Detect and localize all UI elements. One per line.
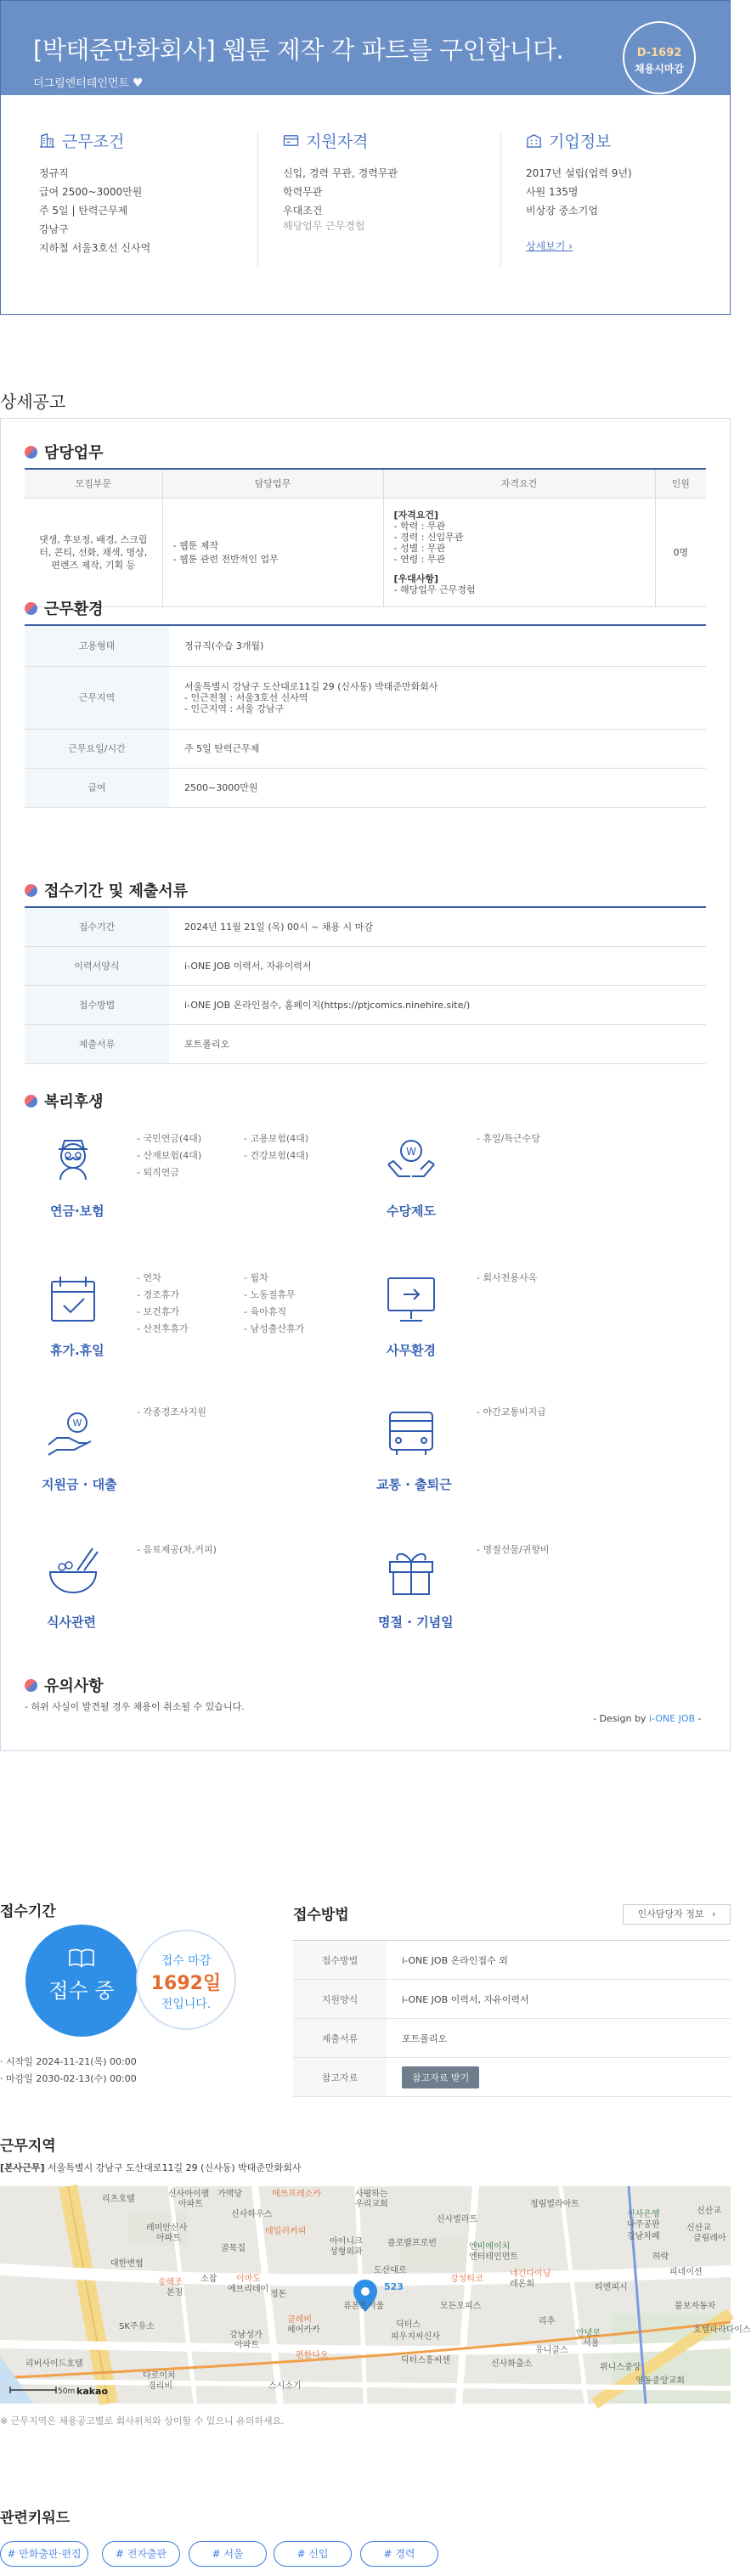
company-name-text[interactable]: 더그림엔터테인먼트 xyxy=(33,77,130,90)
map-place-label: 메쓰프레소카 xyxy=(272,2190,321,2199)
welfare-label: 사무환경 xyxy=(387,1343,436,1358)
apply-key: 접수방법 xyxy=(293,1941,387,1980)
map-place-label: 피네이션 xyxy=(669,2268,703,2277)
map-place-label: 대한변협 xyxy=(110,2259,144,2269)
company-detail-link[interactable]: 상세보기 › xyxy=(526,240,573,252)
duty-count: 0명 xyxy=(655,498,706,606)
map-place-label: 플로랄프로빈 xyxy=(387,2239,437,2248)
company-item: 2017년 설립(업력 9년) xyxy=(526,167,632,179)
map-place-label: 스시소기 xyxy=(268,2382,302,2391)
building-icon xyxy=(39,132,55,149)
start-date: · 시작일 2024-11-21(목) 00:00 xyxy=(0,2056,137,2067)
map-pin-label: 523 xyxy=(384,2281,404,2292)
dday-status: 채용시마감 xyxy=(635,63,684,75)
duty-heading: 담당업무 xyxy=(25,441,104,463)
map-place-label: 신사빌라트 xyxy=(437,2215,478,2224)
qualifications xyxy=(283,129,495,232)
company-item: 비상장 중소기업 xyxy=(526,205,598,217)
work-item: 지하철 서울3호선 신사역 xyxy=(39,242,151,254)
design-brand-link[interactable]: i-ONE JOB xyxy=(648,1713,696,1724)
end-date: · 마감일 2030-02-13(수) 00:00 xyxy=(0,2073,137,2084)
period-key: 접수기간 xyxy=(25,907,169,946)
map-place-label: 소잡 xyxy=(200,2274,217,2284)
map-logo: kakao xyxy=(76,2386,109,2397)
apply-key: 참고자료 xyxy=(293,2058,387,2097)
keyword-tag[interactable]: # 신입 xyxy=(274,2541,352,2567)
pension-icon xyxy=(43,1130,103,1190)
welfare-label: 지원금 · 대출 xyxy=(42,1477,117,1492)
period-value: i-ONE JOB 온라인접수, 홈페이지(https://ptjcomics.ninehire.site/) xyxy=(169,985,706,1024)
apply-key: 제출서류 xyxy=(293,2019,387,2058)
map-place-label: 편한다오 xyxy=(296,2351,329,2360)
map-place-label: 아이니크 xyxy=(330,2237,363,2246)
map-place-label: 클림레아 xyxy=(693,2234,726,2243)
map-place-label: 사평하는 xyxy=(355,2190,388,2199)
map-place-label: 서울 xyxy=(583,2339,600,2348)
map-place-label: 나주공판 xyxy=(627,2220,660,2229)
map-place-label: 네긴다이닝 xyxy=(510,2269,551,2279)
map-place-label: 유니클스 xyxy=(535,2346,568,2355)
map-place-label: 가맥당 xyxy=(217,2190,242,2199)
welfare-label: 식사관련 xyxy=(47,1615,96,1630)
bowl-icon xyxy=(43,1542,103,1601)
apply-key: 지원양식 xyxy=(293,1980,387,2019)
period-value: i-ONE JOB 이력서, 자유이력서 xyxy=(169,946,706,985)
map-place-label: 리버사이드호텔 xyxy=(25,2359,83,2369)
apply-status-circle xyxy=(25,1925,138,2037)
work-item: 정규직 xyxy=(39,167,69,179)
chevron-right-icon[interactable]: › xyxy=(711,1908,716,1919)
deadline-days: 1692일 xyxy=(150,1973,222,1994)
qualifications-title: 지원자격 xyxy=(283,129,495,152)
map-place-label: 신산교 xyxy=(686,2224,711,2233)
apply-method-table xyxy=(293,1940,731,2097)
map-place-label: 안녕로 xyxy=(576,2329,601,2338)
map-place-label: 티엔피시 xyxy=(595,2283,628,2292)
work-conditions xyxy=(39,129,251,257)
summary-panel xyxy=(1,95,730,314)
keyword-tag[interactable]: # 경력 xyxy=(360,2541,438,2567)
period-table xyxy=(25,906,706,1064)
apply-value: 포트폴리오 xyxy=(387,2019,731,2058)
duty-col-header: 자격요건 xyxy=(383,469,655,498)
map-place-label: 골목집 xyxy=(221,2244,246,2253)
env-heading: 근무환경 xyxy=(25,597,104,619)
map-place-label: 다로이치 xyxy=(143,2371,176,2381)
map-place-label: 레미안신사 xyxy=(146,2224,188,2233)
map-place-label: 신사하우스 xyxy=(231,2210,273,2219)
map-place-label: 아파트 xyxy=(178,2200,203,2209)
deadline-label: 접수 마감 xyxy=(161,1954,212,1968)
job-title: [박태준만화회사] 웹툰 제작 각 파트를 구인합니다. xyxy=(33,36,564,65)
map-place-label: 딕터스 xyxy=(396,2320,421,2330)
env-key: 근무지역 xyxy=(25,666,169,729)
detail-box: 담당업무 모집부문 담당업무 자격요건 인원 댓생, 후보정, 배경, 스크립터, 콘티, 선화, 채색, 명상, 편렌즈 제작, 기획 등 - 웹툰 제작 - 웹툰 관련 전반적인 업무 [자격요건] - 학력 : 무관 - 경력 : 신입무관 - 성별 : 무관 - 연령 : 무관 [우대사항] - 해당업무 근무경험 0명 근무환경 고용형태 정규직(수습 3개월) 근무지역 서울특별시 강남구 도산대로11길 29 (신사동) 박태준만화회사 - 인근전철 : 서울3호선 신사역 - 인근지역 : 서울 강남구 근무요일/시간 주 5일 탄력근무제 급여 2500~3000만원 접수기간 및 제출서류 접수기간 2024년 11월 21일 (목) 00시 ~ 채용 시 마감 이력서양식 i-ONE JOB 이력서, 자유이력서 접수방법 i-ONE JOB 온라인접수, 홈페이지(https://ptjcomics.ninehire.site/) 제출서류 포트폴리오 복리후생 연금·보험 - 국민연금(4대) - 산재보험(4대) - 퇴직연금 - 고용보험(4대) - 건강보험(4대) W 수당제도 - 휴일/특근수당 휴가.휴일 - 연차 - 경조휴가 - 보건휴가 - 산전후휴가 - 월차 - 노동절휴무 - 육아휴직 - 남성출산휴가 사무환경 - 회사전용사옥 W 지원금 · 대출 - 각종경조사지원 교통 · 출퇴근 - 야간교통비지급 식사관련 - 음료제공(차,커피) 명절 · 기념일 - 명절선물/귀향비 유의사항 - 허위 사실이 발견될 경우 채용이 취소될 수 있습니다. - Design by i-ONE JOB - xyxy=(0,418,731,1751)
period-heading: 접수기간 및 제출서류 xyxy=(25,879,188,901)
duty-col-header: 모집부문 xyxy=(25,469,162,498)
duty-requirements: [자격요건] - 학력 : 무관 - 경력 : 신입무관 - 성별 : 무관 - 연령 : 무관 [우대사항] - 해당업무 근무경험 xyxy=(383,498,655,606)
map-place-label: 신산교 xyxy=(697,2207,721,2216)
keyword-tag[interactable]: # 서울 xyxy=(189,2541,267,2567)
env-value: 서울특별시 강남구 도산대로11길 29 (신사동) 박태준만화회사 - 인근전철 : 서울3호선 신사역 - 인근지역 : 서울 강남구 xyxy=(169,666,706,729)
period-key: 이력서양식 xyxy=(25,946,169,985)
qual-sub-item: 해당업무 근무경험 xyxy=(283,220,365,232)
map-place-label: 퓨폰트서울 xyxy=(343,2302,385,2311)
apply-status: 접수 중 xyxy=(48,1979,115,2003)
map-place-label: 송해조 xyxy=(158,2278,183,2287)
work-item: 강남구 xyxy=(39,223,69,235)
map-place-label: 딕터스흥씨센 xyxy=(401,2356,450,2365)
period-value: 포트폴리오 xyxy=(169,1024,706,1063)
location-title: 근무지역 xyxy=(0,2138,56,2155)
map-scale: 50m xyxy=(58,2387,76,2396)
keywords-title: 관련키워드 xyxy=(0,2510,71,2527)
period-value: 2024년 11월 21일 (목) 00시 ~ 채용 시 마감 xyxy=(169,907,706,946)
map-place-label: 신사화출소 xyxy=(491,2359,533,2369)
gift-icon xyxy=(381,1542,441,1601)
design-credit: - Design by i-ONE JOB - xyxy=(593,1713,702,1724)
hr-info-button[interactable]: 인사담당자 정보 › xyxy=(623,1904,731,1925)
svg-text:W: W xyxy=(72,1418,82,1429)
duty-table xyxy=(25,468,706,607)
map-place-label: 이마도 xyxy=(236,2274,261,2284)
job-banner xyxy=(1,1,730,95)
map-place-label: 리츠호텔 xyxy=(102,2195,135,2204)
company-name[interactable] xyxy=(33,74,144,90)
qual-item: 신입, 경력 무관, 경력무관 xyxy=(283,167,398,179)
keyword-tag[interactable]: # 전자출판 xyxy=(102,2541,180,2567)
map-place-label: 도산대로 xyxy=(374,2266,407,2275)
job-summary-card xyxy=(0,0,731,315)
favorite-heart-icon[interactable]: ♥ xyxy=(133,76,144,90)
apply-dates xyxy=(0,2054,137,2088)
divider xyxy=(257,131,258,267)
map-place-label: 피우지씨신사 xyxy=(391,2332,440,2342)
deadline-circle xyxy=(136,1930,236,2030)
welfare-heading: 복리후생 xyxy=(25,1090,104,1112)
apply-value: i-ONE JOB 온라인접수 외 xyxy=(387,1941,731,1980)
env-key: 고용형태 xyxy=(25,625,169,666)
apply-value: i-ONE JOB 이력서, 자유이력서 xyxy=(387,1980,731,2019)
chevron-right-icon[interactable]: › xyxy=(568,240,573,252)
map-place-label: 레온회 xyxy=(510,2280,534,2289)
work-item: 주 5일 | 탄력근무제 xyxy=(39,205,128,217)
map-place-label: 신사아이팰 xyxy=(168,2190,210,2199)
map-place-label: 강남성가 xyxy=(229,2331,263,2340)
work-item: 급여 2500~3000만원 xyxy=(39,186,143,198)
map-place-label: 강남차폐 xyxy=(627,2232,660,2241)
book-icon xyxy=(69,1948,94,1967)
env-table xyxy=(25,624,706,808)
env-value: 2500~3000만원 xyxy=(169,768,706,807)
period-key: 제출서류 xyxy=(25,1024,169,1063)
bus-icon xyxy=(381,1404,441,1463)
map-place-label: 리추 xyxy=(539,2317,556,2326)
apply-period-title: 접수기간 xyxy=(0,1903,56,1920)
map-place-label: 정돈 xyxy=(270,2290,287,2299)
map-place-label: 에브리데이 xyxy=(228,2285,269,2294)
allowance-icon xyxy=(381,1130,441,1190)
dday-count: D-1692 xyxy=(636,47,682,59)
section-dot-icon xyxy=(25,446,37,459)
company-item: 사원 135명 xyxy=(526,186,579,198)
env-key: 근무요일/시간 xyxy=(25,729,169,768)
apply-method-title: 접수방법 xyxy=(293,1907,349,1924)
map-place-label: 모든오피스 xyxy=(440,2302,482,2311)
apply-value xyxy=(387,2058,731,2097)
svg-text:W: W xyxy=(406,1146,416,1158)
qual-item: 우대조건 xyxy=(283,205,323,217)
welfare-label: 수당제도 xyxy=(387,1203,436,1219)
id-card-icon xyxy=(283,132,299,149)
map-place-label: 아파트 xyxy=(234,2341,259,2350)
map-place-label: 테일러커피 xyxy=(265,2227,307,2236)
section-dot-icon xyxy=(25,1095,37,1108)
divider xyxy=(500,131,501,267)
money-hand-icon xyxy=(43,1404,103,1463)
map-place-label: 클레비 xyxy=(287,2315,312,2325)
duty-part: 댓생, 후보정, 배경, 스크립터, 콘티, 선화, 채색, 명상, 편렌즈 제작, 기획 등 xyxy=(25,498,162,606)
map-place-label: 엔비에이치 xyxy=(469,2242,511,2252)
map-place-label: 불보자동차 xyxy=(675,2302,716,2311)
map-place-label: 청림빌라아트 xyxy=(530,2200,579,2209)
detail-section-title: 상세공고 xyxy=(0,392,66,412)
map-place-label: 본점 xyxy=(167,2288,184,2297)
env-key: 급여 xyxy=(25,768,169,807)
location-address: [본사근무] 서울특별시 강남구 도산대로11길 29 (신사동) 박태준만화회사 xyxy=(0,2162,302,2173)
monitor-icon xyxy=(381,1270,441,1329)
welfare-label: 연금·보험 xyxy=(50,1203,104,1219)
office-icon xyxy=(526,132,542,149)
map-place-label: 엔터테인먼트 xyxy=(469,2252,518,2262)
work-conditions-title: 근무조건 xyxy=(39,129,251,152)
dday-badge xyxy=(623,21,696,94)
welfare-label: 명절 · 기념일 xyxy=(378,1615,454,1630)
duty-col-header: 담당업무 xyxy=(162,469,383,498)
map-place-label: 호텔파라다이스 xyxy=(693,2325,751,2335)
map-place-label: 하락 xyxy=(652,2252,669,2262)
map-place-label: 경리비 xyxy=(148,2382,172,2391)
section-dot-icon xyxy=(25,602,37,615)
notice-text: - 허위 사실이 발견될 경우 채용이 취소될 수 있습니다. xyxy=(25,1701,245,1712)
map-place-label: 영동중앙교회 xyxy=(635,2376,685,2386)
deadline-suffix: 전입니다. xyxy=(161,1998,212,2011)
map-place-label: 위니스중앙 xyxy=(600,2363,641,2372)
location-map[interactable] xyxy=(0,2186,751,2404)
map-place-label: 우리교회 xyxy=(355,2200,388,2209)
company-info-title: 기업정보 xyxy=(526,129,738,152)
keyword-tag[interactable]: # 만화출판·편집 xyxy=(0,2541,88,2567)
period-key: 접수방법 xyxy=(25,985,169,1024)
qual-item: 학력무관 xyxy=(283,186,323,198)
env-value: 정규직(수습 3개월) xyxy=(169,625,706,666)
map-place-label: 성형외과 xyxy=(330,2247,363,2257)
map-place-label: SK주유소 xyxy=(119,2322,155,2331)
notice-heading: 유의사항 xyxy=(25,1674,104,1696)
welfare-label: 휴가.휴일 xyxy=(50,1343,104,1358)
map-place-label: 헤어카카 xyxy=(287,2325,320,2335)
location-note: ※ 근무지역은 채용공고별로 회사위치와 상이할 수 있으니 유의하세요. xyxy=(0,2415,285,2427)
calendar-icon xyxy=(43,1270,103,1329)
map-place-label: 강성티코 xyxy=(450,2274,483,2284)
map-place-label: 아파트 xyxy=(156,2234,181,2243)
section-dot-icon xyxy=(25,1679,37,1692)
section-dot-icon xyxy=(25,884,37,897)
env-value: 주 5일 탄력근무제 xyxy=(169,729,706,768)
reference-download-button[interactable]: 참고자료 받기 xyxy=(402,2066,479,2088)
company-info xyxy=(526,129,738,253)
welfare-label: 교통 · 출퇴근 xyxy=(376,1477,452,1492)
duty-tasks: - 웹툰 제작 - 웹툰 관련 전반적인 업무 xyxy=(162,498,383,606)
duty-col-header: 인원 xyxy=(655,469,706,498)
map-place-label: 신사은행 xyxy=(627,2210,660,2219)
